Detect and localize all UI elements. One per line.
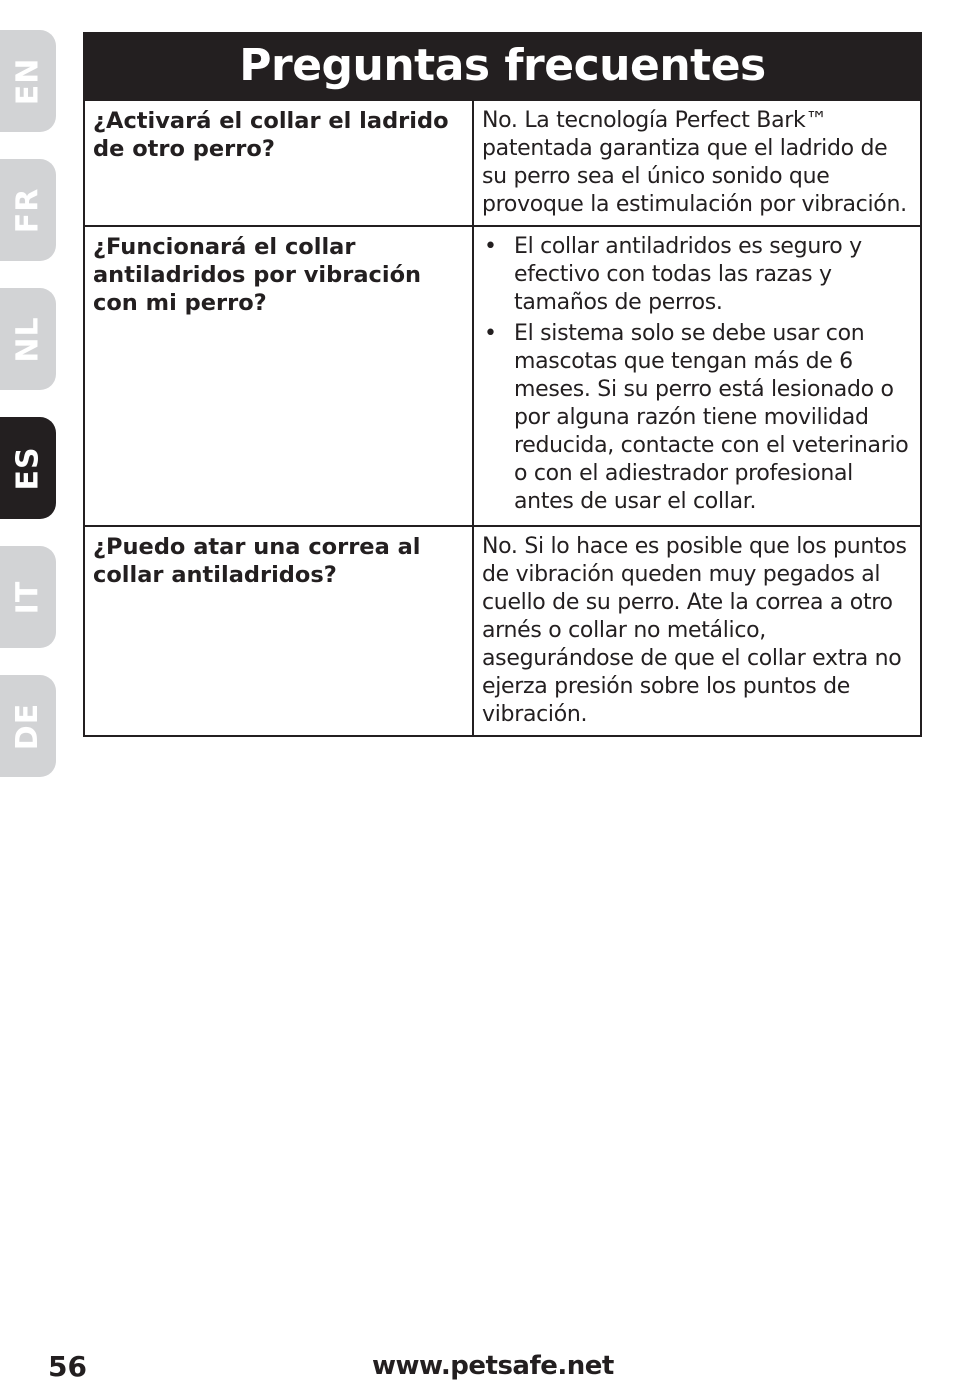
language-tab-label: FR: [10, 187, 46, 233]
language-tab-it[interactable]: [0, 546, 56, 648]
language-tab-label: EN: [10, 57, 46, 105]
language-tab-es[interactable]: [0, 417, 56, 519]
language-tab-label: DE: [10, 702, 46, 750]
footer-url[interactable]: www.petsafe.net: [372, 1351, 614, 1381]
language-tab-fr[interactable]: [0, 159, 56, 261]
list-item: • El collar antiladridos es seguro y efectivo con todas las razas y tamaños de perros.: [482, 233, 912, 317]
language-tab-nl[interactable]: [0, 288, 56, 390]
language-tab-de[interactable]: [0, 675, 56, 777]
faq-question: ¿Funcionará el collar antiladridos por vibración con mi perro?: [84, 226, 473, 526]
faq-row: [84, 526, 921, 736]
page-title: Preguntas frecuentes: [239, 40, 766, 91]
faq-answer: No. Si lo hace es posible que los puntos de vibración queden muy pegados al cuello de su perro. Ate la correa a otro arnés o collar no metálico, asegurándose de que el collar extra no ejerza presión sobre los puntos de vibración.: [473, 526, 921, 736]
faq-question: ¿Puedo atar una correa al collar antiladridos?: [84, 526, 473, 736]
page-number: 56: [48, 1350, 87, 1383]
faq-answer-bullets: [482, 233, 912, 516]
title-bar: [83, 32, 922, 100]
language-tab-label: NL: [10, 315, 46, 363]
language-tab-label: IT: [10, 580, 46, 614]
faq-answer: No. La tecnología Perfect Bark™ patentada garantiza que el ladrido de su perro sea el único sonido que provoque la estimulación por vibración.: [473, 100, 921, 226]
faq-table: [83, 99, 922, 737]
language-tab-label: ES: [10, 445, 46, 491]
faq-question: ¿Activará el collar el ladrido de otro perro?: [84, 100, 473, 226]
list-item: • El sistema solo se debe usar con mascotas que tengan más de 6 meses. Si su perro está lesionado o por alguna razón tiene movilidad reducida, contacte con el veterinario o con el adiestrador profesional antes de usar el collar.: [482, 320, 912, 516]
faq-answer: [473, 226, 921, 526]
faq-row: [84, 226, 921, 526]
language-tab-en[interactable]: [0, 30, 56, 132]
faq-row: [84, 100, 921, 226]
